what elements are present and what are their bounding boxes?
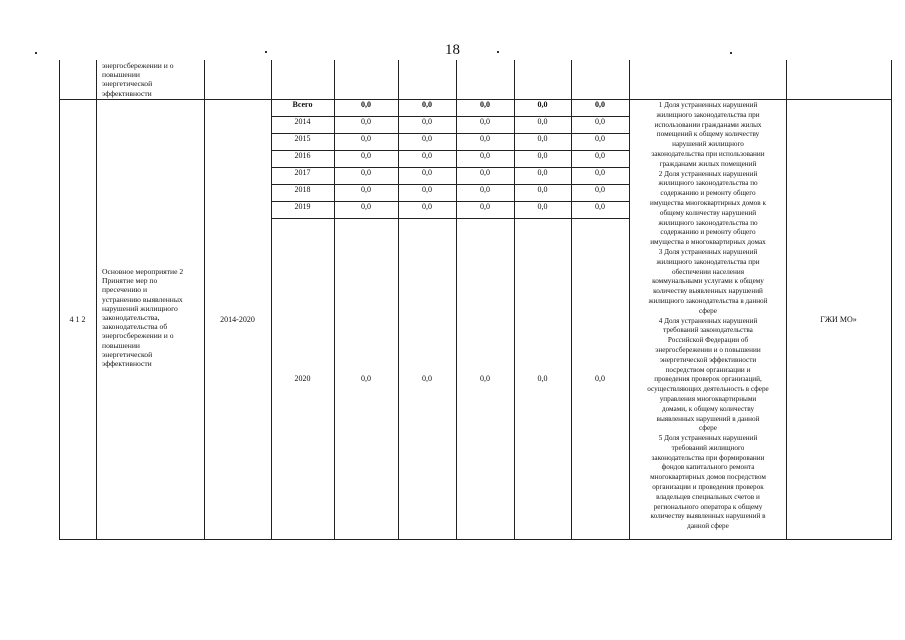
indicator-line: 1 Доля устраненных нарушений	[658, 101, 758, 109]
indicator-line: организации и проведения проверок	[652, 483, 764, 492]
activity-name-line: энергетической	[102, 349, 153, 359]
result-indicators	[630, 101, 786, 532]
indicator-line: гражданами жилых помещений	[659, 159, 757, 168]
indicator-line: 5 Доля устраненных нарушений	[658, 434, 758, 443]
indicator-line: посредством организации и	[665, 365, 751, 374]
indicator-line: 4 Доля устраненных нарушений	[658, 316, 758, 325]
fragment-line: эффективности	[102, 88, 152, 98]
funding-value: 0,0	[422, 202, 432, 211]
indicator-line: общему количеству нарушений	[659, 208, 757, 217]
indicator-line: 3 Доля устраненных нарушений	[658, 247, 758, 256]
funding-value: 0,0	[537, 100, 548, 109]
funding-value: 0,0	[595, 374, 605, 383]
funding-value: 0,0	[422, 151, 432, 160]
indicator-line: фондов капитального ремонта	[661, 463, 755, 472]
funding-value: 0,0	[537, 117, 548, 126]
indicator-line: требований жилищного	[671, 443, 745, 452]
funding-value: 0,0	[422, 117, 432, 126]
row-number: 4 1 2	[69, 315, 86, 324]
indicator-line: имущества в многоквартирных домах	[650, 238, 766, 247]
indicator-line: жилищного законодательства по	[658, 179, 758, 188]
indicator-line: выявленных нарушений в данной	[656, 414, 760, 423]
funding-value: 0,0	[361, 151, 371, 160]
activity-name	[102, 267, 202, 368]
activity-name-line: эффективности	[102, 359, 152, 369]
activity-name-line: законодательства,	[102, 313, 160, 323]
row-border	[59, 539, 892, 540]
scan-speck	[35, 52, 37, 54]
year-total-label: Всего	[292, 100, 313, 109]
funding-value: 0,0	[595, 117, 605, 126]
funding-value: 0,0	[595, 100, 605, 109]
indicator-line: владельцев специальных счетов и	[656, 492, 760, 501]
implementation-period: 2014-2020	[220, 315, 255, 324]
column-border	[204, 60, 205, 540]
funding-value: 0,0	[595, 202, 605, 211]
column-border	[514, 60, 515, 540]
funding-value: 0,0	[537, 134, 548, 143]
funding-value: 0,0	[422, 100, 432, 109]
funding-value: 0,0	[361, 100, 371, 109]
scan-speck	[497, 51, 499, 53]
funding-value: 0,0	[480, 374, 490, 383]
funding-value: 0,0	[537, 185, 548, 194]
column-border	[59, 60, 60, 540]
indicator-line: требований законодательства	[663, 326, 753, 335]
funding-value: 0,0	[537, 202, 548, 211]
funding-value: 0,0	[422, 168, 432, 177]
indicator-line: энергетической эффективности	[659, 355, 757, 364]
indicator-line: Российской Федерации об	[667, 336, 749, 345]
funding-value: 0,0	[537, 151, 548, 160]
previous-row-fragment	[102, 61, 202, 98]
fragment-line: повышении	[102, 70, 140, 80]
column-border	[96, 60, 97, 540]
funding-value: 0,0	[361, 185, 371, 194]
year-label: 2016	[294, 151, 311, 160]
activity-name-line: Основное мероприятие 2	[102, 267, 184, 276]
indicator-line: количеству выявленных нарушений в	[650, 512, 766, 521]
funding-value: 0,0	[480, 134, 490, 143]
page-number: 18	[445, 42, 460, 58]
year-label: 2019	[294, 202, 311, 211]
funding-value: 0,0	[480, 185, 490, 194]
indicator-line: жилищного законодательства при	[656, 110, 760, 119]
column-border	[271, 60, 272, 540]
funding-value: 0,0	[480, 202, 490, 211]
indicator-line: энергосбережении и о повышении	[655, 345, 761, 354]
funding-value: 0,0	[480, 168, 490, 177]
funding-value: 0,0	[537, 374, 548, 383]
activity-name-line: устранению выявленных	[102, 294, 183, 304]
program-table	[59, 60, 892, 540]
indicator-line: домами, к общему количеству	[661, 404, 755, 413]
indicator-line: помещений к общему количеству	[656, 130, 760, 139]
scan-speck	[730, 52, 732, 54]
funding-value: 0,0	[361, 374, 371, 383]
funding-value: 0,0	[595, 151, 605, 160]
activity-name-line: повышении	[102, 340, 140, 350]
column-border	[891, 60, 892, 540]
funding-value: 0,0	[480, 117, 490, 126]
funding-value: 0,0	[361, 117, 371, 126]
indicator-line: 2 Доля устраненных нарушений	[658, 169, 758, 178]
indicator-line: обеспечении населения	[672, 267, 744, 276]
funding-value: 0,0	[422, 134, 432, 143]
indicator-line: содержанию и ремонту общего	[660, 228, 756, 237]
column-border	[456, 60, 457, 540]
year-label: 2020	[294, 374, 311, 383]
indicator-line: проведения проверок организаций,	[654, 375, 762, 384]
indicator-line: количеству выявленных нарушений	[653, 287, 763, 296]
column-border	[398, 60, 399, 540]
activity-name-line: пресечению и	[102, 285, 148, 295]
scan-speck	[265, 51, 267, 53]
indicator-line: нарушений жилищного	[672, 140, 744, 149]
fragment-line: энергетической	[102, 79, 153, 89]
funding-value: 0,0	[480, 151, 490, 160]
activity-name-line: нарушений жилищного	[102, 303, 178, 313]
year-label: 2014	[294, 117, 311, 126]
fragment-line: энергосбережении и о	[102, 61, 174, 70]
indicator-line: многоквартирных домов посредством	[650, 473, 766, 482]
indicator-line: осуществляющих деятельность в сфере	[647, 385, 769, 394]
indicator-line: содержанию и ремонту общего	[660, 189, 756, 198]
indicator-line: жилищного законодательства по	[658, 218, 758, 227]
indicator-line: регионального оператора к общему	[653, 502, 763, 511]
column-border	[334, 60, 335, 540]
funding-value: 0,0	[595, 185, 605, 194]
activity-name-line: энергосбережении и о	[102, 331, 174, 341]
funding-value: 0,0	[537, 168, 548, 177]
activity-name-line: Принятие мер по	[102, 276, 158, 286]
indicator-line: сфере	[699, 306, 717, 315]
indicator-line: данной сфере	[687, 522, 729, 531]
activity-name-line: законодательства об	[102, 322, 168, 332]
funding-value: 0,0	[361, 202, 371, 211]
column-border	[571, 60, 572, 540]
indicator-line: управления многоквартирными	[659, 394, 757, 403]
indicator-line: законодательства при использовании	[651, 149, 765, 158]
indicator-line: законодательства при формировании	[651, 453, 765, 462]
indicator-line: жилищного законодательства при	[656, 257, 760, 266]
indicator-line: сфере	[699, 424, 717, 433]
year-label: 2018	[294, 185, 311, 194]
year-label: 2015	[294, 134, 311, 143]
funding-value: 0,0	[422, 185, 432, 194]
indicator-line: коммунальными услугами к общему	[652, 277, 764, 286]
funding-value: 0,0	[595, 134, 605, 143]
funding-value: 0,0	[361, 168, 371, 177]
column-border	[786, 60, 787, 540]
row-border	[271, 218, 629, 219]
executor: ГЖИ МО»	[820, 315, 857, 324]
funding-value: 0,0	[422, 374, 432, 383]
funding-value: 0,0	[595, 168, 605, 177]
funding-value: 0,0	[480, 100, 490, 109]
funding-value: 0,0	[361, 134, 371, 143]
indicator-line: использовании гражданами жилых	[654, 120, 762, 129]
indicator-line: имущества многоквартирных домов к	[650, 198, 766, 207]
year-label: 2017	[294, 168, 311, 177]
indicator-line: жилищного законодательства в данной	[648, 296, 768, 305]
